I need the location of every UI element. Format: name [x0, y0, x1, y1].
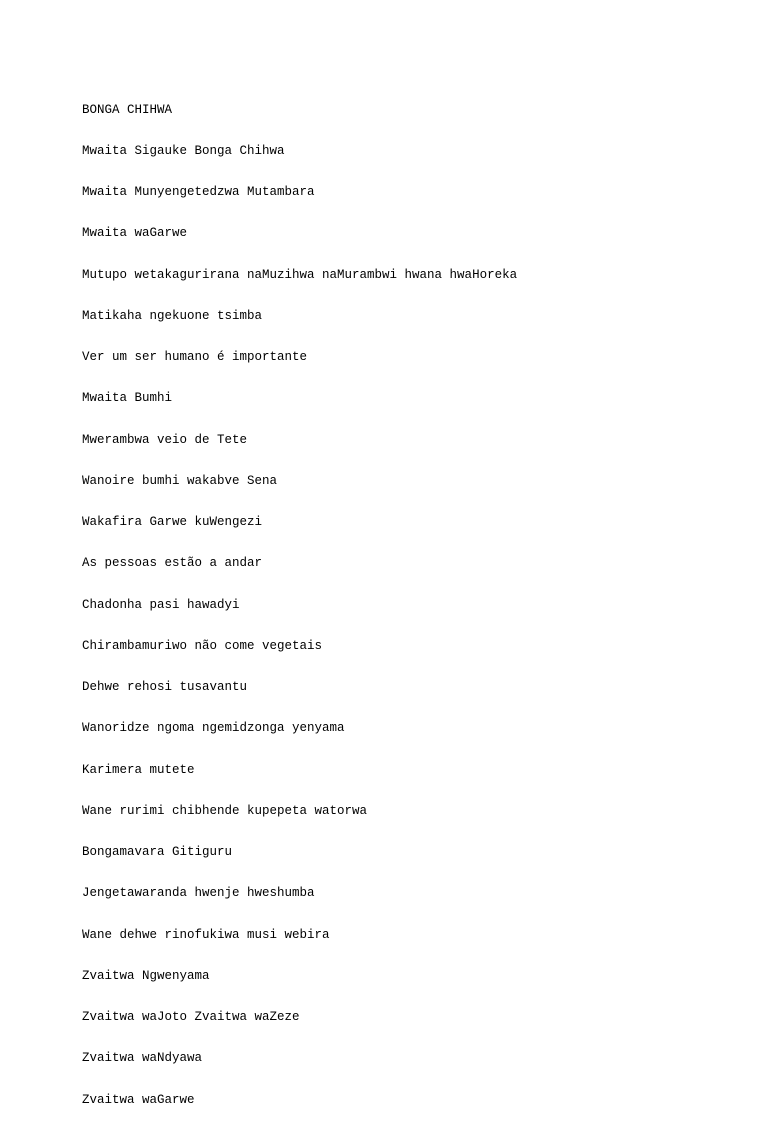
text-line: Mwaita Munyengetedzwa Mutambara [82, 185, 315, 199]
text-line: Bongamavara Gitiguru [82, 845, 233, 859]
text-line: Dehwe rehosi tusavantu [82, 680, 248, 694]
text-line: Mwaita waGarwe [82, 226, 188, 241]
text-line: Zvaitwa waGarwe [82, 1092, 195, 1107]
text-line: Matikaha ngekuone tsimba [82, 308, 263, 323]
text-line: As pessoas estão a andar [82, 556, 263, 571]
text-line: Ver um ser humano é importante [82, 350, 308, 364]
document-text [82, 76, 517, 1135]
document-title: BONGA CHIHWA [82, 102, 173, 117]
text-line: Wanoire bumhi wakabve Sena [82, 473, 278, 488]
text-line: Jengetawaranda hwenje hweshumba [82, 886, 315, 901]
text-line: Wane dehwe rinofukiwa musi webira [82, 927, 330, 942]
text-line: Chirambamuriwo não come vegetais [82, 638, 323, 653]
text-line: Wane rurimi chibhende kupepeta watorwa [82, 803, 368, 818]
text-line: Mutupo wetakagurirana naMuzihwa naMurambwi hwana hwaHoreka [82, 267, 518, 282]
text-line: Zvaitwa waJoto Zvaitwa waZeze [82, 1010, 300, 1024]
text-line: Karimera mutete [82, 762, 195, 777]
text-line: Zvaitwa Ngwenyama [82, 968, 210, 983]
text-line: Chadonha pasi hawadyi [82, 597, 240, 612]
text-line: Mwaita Bumhi [82, 391, 173, 406]
text-line: Zvaitwa waNdyawa [82, 1051, 203, 1066]
text-line: Wanoridze ngoma ngemidzonga yenyama [82, 721, 345, 736]
text-line: Mwerambwa veio de Tete [82, 432, 248, 447]
text-line: Mwaita Sigauke Bonga Chihwa [82, 143, 285, 158]
text-line: Wakafira Garwe kuWengezi [82, 515, 263, 529]
